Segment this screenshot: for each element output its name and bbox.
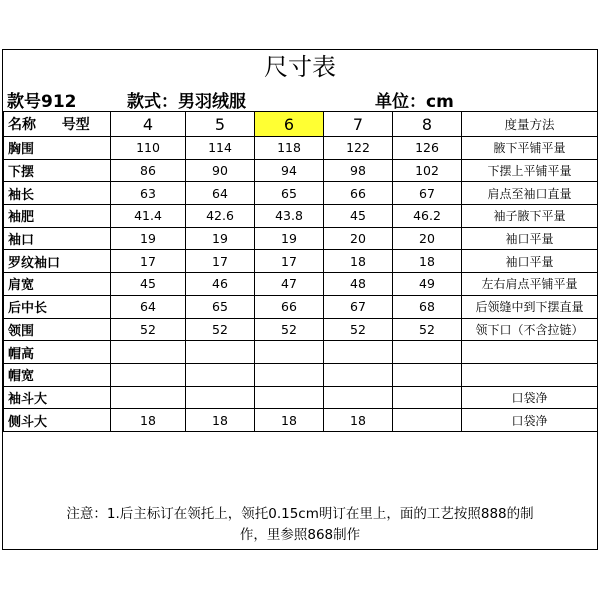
header-row bbox=[4, 112, 598, 137]
size-value-cell: 63 bbox=[111, 182, 186, 205]
size-value-cell: 122 bbox=[324, 137, 393, 160]
size-value-cell bbox=[393, 386, 462, 409]
method-cell: 左右肩点平铺平量 bbox=[462, 273, 598, 296]
size-value-cell: 65 bbox=[186, 295, 255, 318]
page-title: 尺寸表 bbox=[264, 53, 336, 81]
method-cell: 后领缝中到下摆直量 bbox=[462, 295, 598, 318]
size-value-cell: 52 bbox=[186, 318, 255, 341]
method-cell: 领下口（不含拉链） bbox=[462, 318, 598, 341]
row-label: 袖口 bbox=[4, 227, 111, 250]
size-value-cell bbox=[393, 363, 462, 386]
note-line-1: 注意：1.后主标订在领托上，领托0.15cm明订在里上，面的工艺按照888的制 bbox=[66, 506, 534, 522]
header-size-6: 6 bbox=[255, 112, 324, 137]
size-value-cell: 17 bbox=[111, 250, 186, 273]
row-label: 袖斗大 bbox=[4, 386, 111, 409]
size-value-cell: 52 bbox=[255, 318, 324, 341]
size-value-cell: 102 bbox=[393, 159, 462, 182]
table-row bbox=[4, 295, 598, 318]
style-name: 款式：男羽绒服 bbox=[127, 92, 246, 112]
size-value-cell: 18 bbox=[111, 409, 186, 432]
size-value-cell: 18 bbox=[393, 250, 462, 273]
row-label: 帽高 bbox=[4, 341, 111, 364]
size-value-cell: 68 bbox=[393, 295, 462, 318]
size-value-cell: 45 bbox=[324, 205, 393, 228]
size-value-cell: 18 bbox=[186, 409, 255, 432]
header-size-8: 8 bbox=[393, 112, 462, 137]
size-value-cell: 17 bbox=[186, 250, 255, 273]
table-row bbox=[4, 341, 598, 364]
size-value-cell: 17 bbox=[255, 250, 324, 273]
size-value-cell: 19 bbox=[255, 227, 324, 250]
size-value-cell: 41.4 bbox=[111, 205, 186, 228]
size-value-cell: 66 bbox=[324, 182, 393, 205]
size-value-cell bbox=[186, 341, 255, 364]
size-value-cell: 18 bbox=[255, 409, 324, 432]
method-cell: 口袋净 bbox=[462, 409, 598, 432]
table-row bbox=[4, 363, 598, 386]
size-value-cell: 65 bbox=[255, 182, 324, 205]
unit-label: 单位：cm bbox=[375, 92, 454, 112]
size-value-cell: 118 bbox=[255, 137, 324, 160]
size-value-cell bbox=[255, 341, 324, 364]
size-value-cell: 52 bbox=[393, 318, 462, 341]
size-value-cell: 110 bbox=[111, 137, 186, 160]
size-value-cell: 126 bbox=[393, 137, 462, 160]
table-row bbox=[4, 318, 598, 341]
size-value-cell: 67 bbox=[393, 182, 462, 205]
size-value-cell bbox=[324, 386, 393, 409]
size-value-cell: 46 bbox=[186, 273, 255, 296]
method-cell bbox=[462, 341, 598, 364]
method-cell bbox=[462, 363, 598, 386]
size-value-cell: 45 bbox=[111, 273, 186, 296]
method-cell: 袖子腋下平量 bbox=[462, 205, 598, 228]
size-value-cell: 98 bbox=[324, 159, 393, 182]
header-name: 名称 bbox=[8, 117, 36, 133]
size-value-cell: 64 bbox=[111, 295, 186, 318]
size-table bbox=[3, 111, 598, 432]
size-value-cell: 114 bbox=[186, 137, 255, 160]
table-row bbox=[4, 182, 598, 205]
table-row bbox=[4, 137, 598, 160]
method-cell: 袖口平量 bbox=[462, 227, 598, 250]
size-value-cell bbox=[324, 363, 393, 386]
row-label: 下摆 bbox=[4, 159, 111, 182]
row-label: 后中长 bbox=[4, 295, 111, 318]
method-cell: 肩点至袖口直量 bbox=[462, 182, 598, 205]
size-value-cell: 20 bbox=[393, 227, 462, 250]
size-value-cell: 20 bbox=[324, 227, 393, 250]
size-value-cell bbox=[255, 386, 324, 409]
table-row bbox=[4, 159, 598, 182]
size-value-cell: 19 bbox=[111, 227, 186, 250]
table-row bbox=[4, 386, 598, 409]
size-value-cell: 86 bbox=[111, 159, 186, 182]
size-value-cell bbox=[186, 363, 255, 386]
row-label: 罗纹袖口 bbox=[4, 250, 111, 273]
row-label: 帽宽 bbox=[4, 363, 111, 386]
header-method: 度量方法 bbox=[462, 112, 598, 137]
note bbox=[3, 504, 597, 546]
style-number: 款号912 bbox=[7, 92, 77, 112]
size-value-cell bbox=[393, 341, 462, 364]
row-label: 肩宽 bbox=[4, 273, 111, 296]
table-row bbox=[4, 273, 598, 296]
size-value-cell: 47 bbox=[255, 273, 324, 296]
note-line-2: 作，里参照868制作 bbox=[239, 527, 361, 543]
header-size-4: 4 bbox=[111, 112, 186, 137]
row-label: 胸围 bbox=[4, 137, 111, 160]
size-value-cell: 46.2 bbox=[393, 205, 462, 228]
size-value-cell bbox=[111, 341, 186, 364]
size-value-cell bbox=[255, 363, 324, 386]
size-value-cell: 42.6 bbox=[186, 205, 255, 228]
table-row bbox=[4, 250, 598, 273]
size-value-cell bbox=[324, 341, 393, 364]
info-row bbox=[3, 84, 597, 111]
table-row bbox=[4, 409, 598, 432]
table-row bbox=[4, 205, 598, 228]
table-row bbox=[4, 227, 598, 250]
size-value-cell: 64 bbox=[186, 182, 255, 205]
size-value-cell: 94 bbox=[255, 159, 324, 182]
header-size-label: 号型 bbox=[61, 117, 90, 133]
row-label: 领围 bbox=[4, 318, 111, 341]
size-value-cell bbox=[186, 386, 255, 409]
size-chart bbox=[2, 49, 598, 550]
size-value-cell bbox=[111, 386, 186, 409]
size-value-cell: 66 bbox=[255, 295, 324, 318]
size-value-cell: 90 bbox=[186, 159, 255, 182]
size-value-cell bbox=[111, 363, 186, 386]
header-name-cell bbox=[4, 112, 111, 137]
size-value-cell: 67 bbox=[324, 295, 393, 318]
size-value-cell: 49 bbox=[393, 273, 462, 296]
method-cell: 下摆上平铺平量 bbox=[462, 159, 598, 182]
header-size-5: 5 bbox=[186, 112, 255, 137]
row-label: 侧斗大 bbox=[4, 409, 111, 432]
size-value-cell: 18 bbox=[324, 250, 393, 273]
row-label: 袖肥 bbox=[4, 205, 111, 228]
header-size-7: 7 bbox=[324, 112, 393, 137]
size-value-cell: 52 bbox=[324, 318, 393, 341]
size-value-cell: 48 bbox=[324, 273, 393, 296]
size-value-cell: 52 bbox=[111, 318, 186, 341]
size-value-cell bbox=[393, 409, 462, 432]
size-value-cell: 19 bbox=[186, 227, 255, 250]
size-value-cell: 43.8 bbox=[255, 205, 324, 228]
method-cell: 腋下平铺平量 bbox=[462, 137, 598, 160]
method-cell: 袖口平量 bbox=[462, 250, 598, 273]
row-label: 袖长 bbox=[4, 182, 111, 205]
method-cell: 口袋净 bbox=[462, 386, 598, 409]
size-value-cell: 18 bbox=[324, 409, 393, 432]
